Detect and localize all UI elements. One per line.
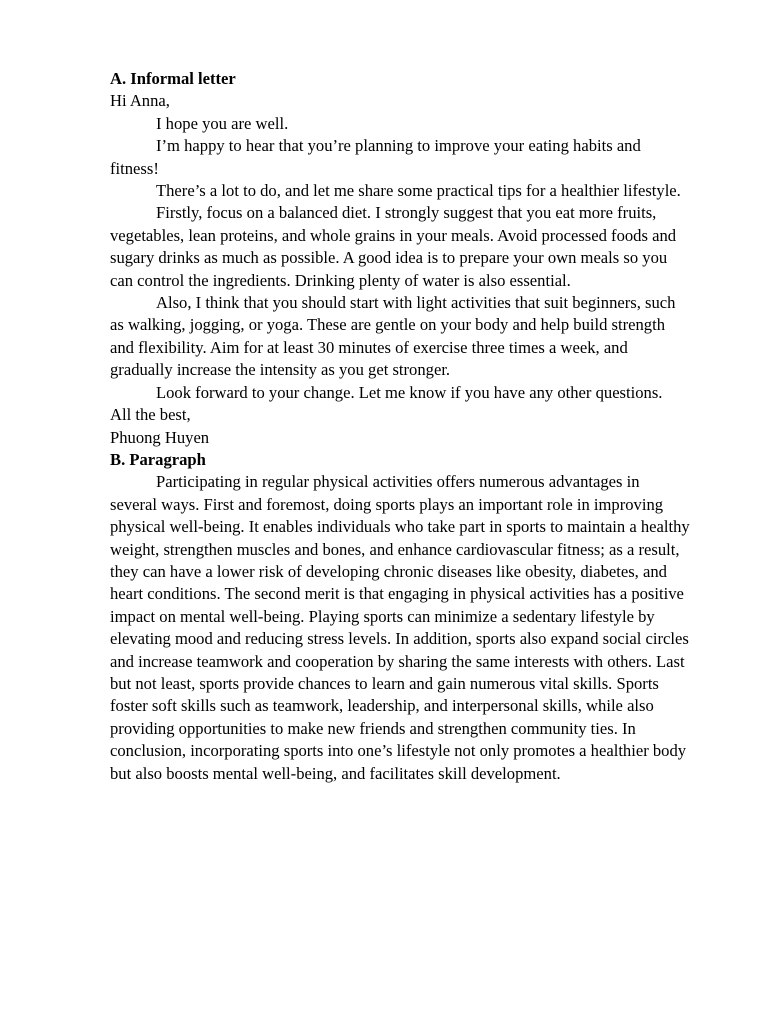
letter-closing: All the best, bbox=[110, 405, 191, 425]
paragraph-body: Participating in regular physical activities offers numerous advantages in several ways. First and foremost, doing sports plays an important role in improving physical well-being. It enables individuals who take part in sports to maintain a healthy weight, strengthen muscles and bones, and enhance cardiovascular fitness; as a result, they can have a lower risk of developing chronic diseases like obesity, diabetes, and heart conditions. The second merit is that engaging in physical activities has a positive impact on mental well-being. Playing sports can minimize a sedentary lifestyle by elevating mood and reducing stress levels. In addition, sports also expand social circles and increase teamwork and cooperation by sharing the same interests with others. Last but not least, sports provide chances to learn and gain numerous vital skills. Sports foster soft skills such as teamwork, leadership, and interpersonal skills, while also providing opportunities to make new friends and strengthen community ties. In conclusion, incorporating sports into one’s lifestyle not only promotes a healthier body but also boosts mental well-being, and facilitates skill development. bbox=[110, 472, 690, 783]
letter-paragraph: Also, I think that you should start with light activities that suit beginners, such as walking, jogging, or yoga. These are gentle on your body and help build strength and flexibility. Aim for at least 30 minutes of exercise three times a week, and gradually increase the intensity as you get stronger. bbox=[110, 293, 676, 380]
letter-paragraph: Firstly, focus on a balanced diet. I strongly suggest that you eat more fruits, vegetables, lean proteins, and whole grains in your meals. Avoid processed foods and sugary drinks as much as possible. A good idea is to prepare your own meals so you can control the ingredients. Drinking plenty of water is also essential. bbox=[110, 203, 677, 290]
letter-signature: Phuong Huyen bbox=[110, 427, 210, 447]
paragraph-heading: B. Paragraph bbox=[110, 449, 206, 469]
letter-paragraph: I hope you are well. bbox=[156, 113, 289, 133]
letter-heading: A. Informal letter bbox=[110, 69, 236, 88]
letter-paragraph: Look forward to your change. Let me know if you have any other questions. bbox=[156, 382, 663, 402]
document-page bbox=[110, 68, 690, 785]
letter-paragraph: I’m happy to hear that you’re planning to improve your eating habits and fitness! bbox=[110, 136, 641, 178]
letter-paragraph: There’s a lot to do, and let me share some practical tips for a healthier lifestyle. bbox=[156, 181, 681, 201]
letter-greeting: Hi Anna, bbox=[110, 91, 170, 111]
